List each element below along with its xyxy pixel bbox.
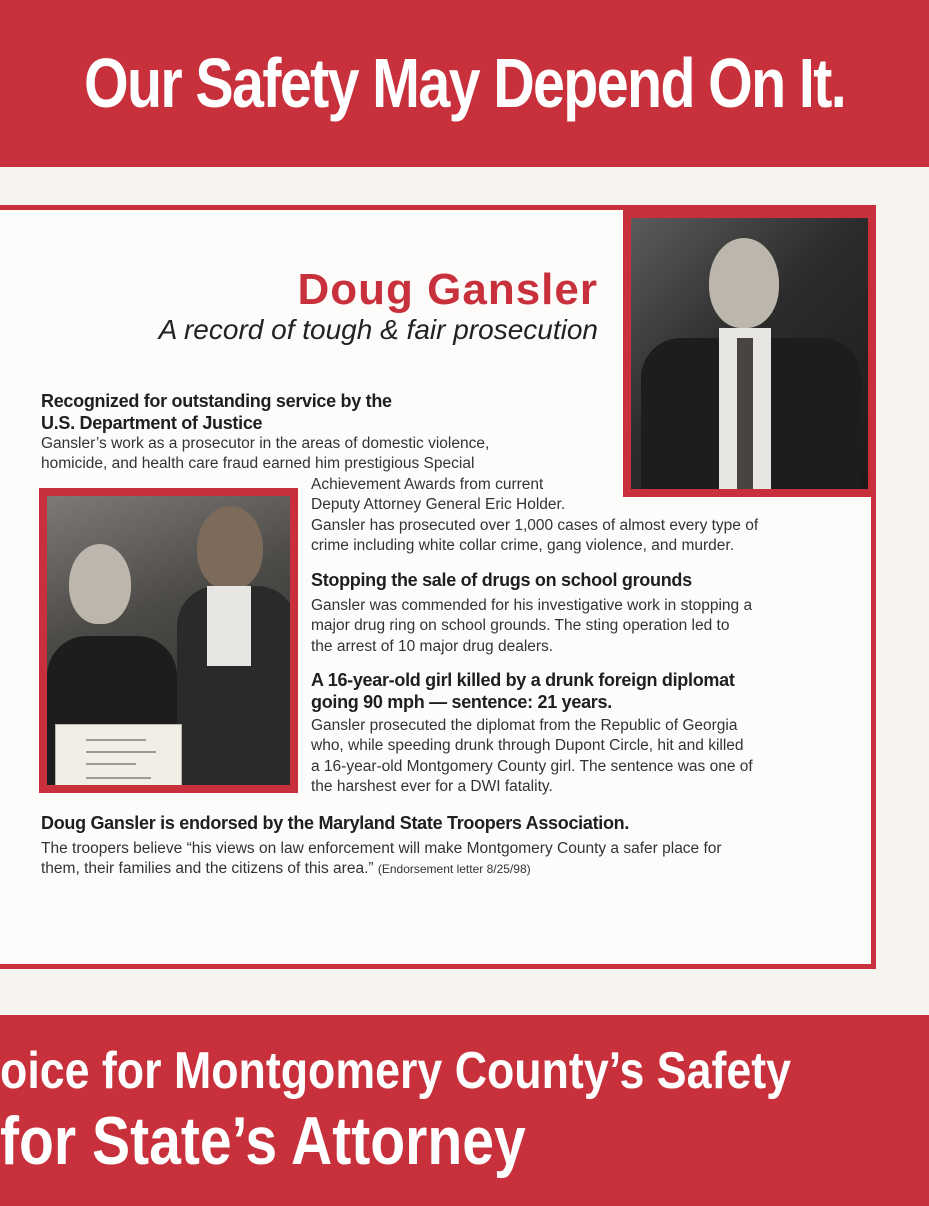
face-left	[69, 544, 131, 624]
face-shape	[709, 238, 779, 328]
section-body-recognition-cont: Achievement Awards from current Deputy Attorney General Eric Holder. Gansler has prosecuted over 1,000 cases of almost every type of crime including white collar crime, gang violence, and murder.	[311, 476, 759, 555]
candidate-photo	[623, 210, 876, 497]
tie-shape	[737, 338, 753, 497]
tagline: A record of tough & fair prosecution	[158, 314, 598, 345]
endorsement-citation: (Endorsement letter 8/25/98)	[377, 862, 531, 877]
section-heading-recognition: Recognized for outstanding service by the U.S. Department of Justice	[41, 391, 392, 433]
bottom-slogan-line-2: for State’s Attorney	[0, 1103, 526, 1179]
bottom-slogan-line-1: oice for Montgomery County’s Safety	[0, 1042, 791, 1100]
face-right	[197, 506, 263, 590]
award-certificate	[55, 724, 182, 788]
candidate-name: Doug Gansler	[297, 265, 598, 314]
headline: Our Safety May Depend On It.	[83, 44, 846, 122]
section-heading-diplomat: A 16-year-old girl killed by a drunk foreign diplomat going 90 mph — sentence: 21 years.	[311, 670, 735, 712]
section-body-recognition: Gansler’s work as a prosecutor in the areas of domestic violence, homicide, and health care fraud earned him prestigious Special	[41, 435, 490, 473]
section-heading-drugs: Stopping the sale of drugs on school grounds	[311, 570, 692, 590]
award-photo	[39, 488, 298, 793]
section-body-drugs: Gansler was commended for his investigative work in stopping a major drug ring on school grounds. The sting operation led to the arrest of 10 major drug dealers.	[311, 597, 753, 655]
section-body-endorsement: The troopers believe “his views on law enforcement will make Montgomery County a safer place for them, their families and the citizens of this area.” (Endorsement letter 8/25/98)	[41, 840, 722, 878]
shirt-right	[207, 586, 251, 666]
section-body-diplomat: Gansler prosecuted the diplomat from the Republic of Georgia who, while speeding drunk through Dupont Circle, hit and killed a 16-year-old Montgomery County girl. The sentence was one of the harshest ever for a DWI fatality.	[311, 717, 753, 796]
section-heading-endorsement: Doug Gansler is endorsed by the Maryland State Troopers Association.	[41, 813, 630, 833]
